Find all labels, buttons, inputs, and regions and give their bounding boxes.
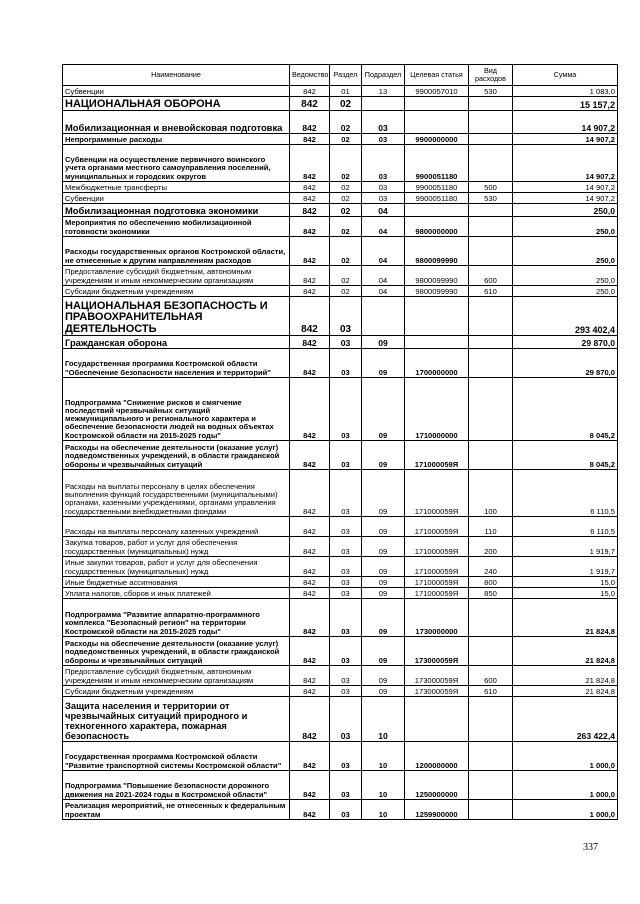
cell-vid — [469, 378, 513, 441]
cell-podrazdel: 13 — [362, 86, 405, 97]
cell-razdel: 02 — [330, 145, 362, 182]
cell-razdel: 03 — [330, 557, 362, 577]
cell-vedomstvo: 842 — [290, 134, 330, 145]
cell-razdel: 02 — [330, 182, 362, 193]
cell-razdel: 03 — [330, 577, 362, 588]
cell-razdel: 03 — [330, 378, 362, 441]
cell-podrazdel: 09 — [362, 537, 405, 557]
cell-vedomstvo: 842 — [290, 237, 330, 266]
cell-podrazdel: 09 — [362, 557, 405, 577]
cell-name: Защита населения и территории от чрезвычайных ситуаций природного и техногенного характера, пожарная безопасность — [63, 697, 290, 742]
cell-vedomstvo: 842 — [290, 86, 330, 97]
table-row — [63, 742, 618, 771]
cell-vid — [469, 134, 513, 145]
cell-summa: 1 919,7 — [513, 537, 618, 557]
cell-vid: 200 — [469, 537, 513, 557]
cell-vid: 800 — [469, 577, 513, 588]
cell-vedomstvo: 842 — [290, 577, 330, 588]
cell-razdel: 03 — [330, 771, 362, 800]
cell-vid — [469, 111, 513, 134]
cell-name: Расходы на обеспечение деятельности (оказание услуг) подведомственных учреждений, в области гражданской обороны и чрезвычайных ситуаций — [63, 441, 290, 470]
cell-name: Субвенции — [63, 193, 290, 204]
cell-vid: 500 — [469, 182, 513, 193]
table-row — [63, 204, 618, 217]
cell-razdel: 03 — [330, 297, 362, 336]
cell-vid: 600 — [469, 666, 513, 686]
cell-celevaya: 9900051180 — [405, 145, 469, 182]
cell-name: НАЦИОНАЛЬНАЯ БЕЗОПАСНОСТЬ И ПРАВООХРАНИТЕЛЬНАЯ ДЕЯТЕЛЬНОСТЬ — [63, 297, 290, 336]
cell-name: Мобилизационная подготовка экономики — [63, 204, 290, 217]
cell-razdel: 02 — [330, 193, 362, 204]
cell-razdel: 03 — [330, 599, 362, 637]
cell-razdel: 03 — [330, 349, 362, 378]
cell-celevaya: 1200000000 — [405, 742, 469, 771]
cell-summa: 14 907,2 — [513, 193, 618, 204]
cell-summa: 29 870,0 — [513, 336, 618, 349]
cell-name: Иные закупки товаров, работ и услуг для обеспечения государственных (муниципальных) нужд — [63, 557, 290, 577]
cell-razdel: 02 — [330, 111, 362, 134]
table-row — [63, 111, 618, 134]
cell-name: Предоставление субсидий бюджетным, автономным учреждениям и иным некоммерческим организациям — [63, 666, 290, 686]
cell-podrazdel: 04 — [362, 217, 405, 237]
cell-vedomstvo: 842 — [290, 97, 330, 111]
cell-vid: 610 — [469, 686, 513, 697]
cell-vid: 240 — [469, 557, 513, 577]
table-row — [63, 470, 618, 517]
cell-summa: 8 045,2 — [513, 378, 618, 441]
cell-razdel: 03 — [330, 470, 362, 517]
cell-podrazdel: 10 — [362, 742, 405, 771]
table-row — [63, 599, 618, 637]
table-row — [63, 266, 618, 286]
cell-podrazdel: 09 — [362, 336, 405, 349]
table-row — [63, 588, 618, 599]
cell-summa: 14 907,2 — [513, 145, 618, 182]
cell-name: Субвенции — [63, 86, 290, 97]
cell-name: Подпрограмма "Повышение безопасности дорожного движения на 2021-2024 годы в Костромской области" — [63, 771, 290, 800]
cell-celevaya — [405, 336, 469, 349]
cell-summa: 21 824,8 — [513, 637, 618, 666]
cell-summa: 21 824,8 — [513, 666, 618, 686]
table-row — [63, 134, 618, 145]
header-vedomstvo: Ведомство — [290, 65, 330, 86]
table-row — [63, 237, 618, 266]
cell-podrazdel: 04 — [362, 204, 405, 217]
cell-vedomstvo: 842 — [290, 599, 330, 637]
cell-razdel: 02 — [330, 286, 362, 297]
cell-vid: 110 — [469, 517, 513, 537]
cell-name: Иные бюджетные ассигнования — [63, 577, 290, 588]
cell-vid — [469, 204, 513, 217]
cell-summa: 21 824,8 — [513, 599, 618, 637]
cell-celevaya: 9800099990 — [405, 237, 469, 266]
cell-celevaya: 173000059Я — [405, 666, 469, 686]
cell-name: Гражданская оборона — [63, 336, 290, 349]
cell-razdel: 03 — [330, 336, 362, 349]
cell-vedomstvo: 842 — [290, 537, 330, 557]
cell-vedomstvo: 842 — [290, 182, 330, 193]
cell-celevaya: 171000059Я — [405, 557, 469, 577]
cell-podrazdel: 03 — [362, 182, 405, 193]
cell-vedomstvo: 842 — [290, 441, 330, 470]
cell-razdel: 03 — [330, 517, 362, 537]
cell-podrazdel: 04 — [362, 286, 405, 297]
cell-celevaya: 1259900000 — [405, 800, 469, 820]
cell-vid — [469, 441, 513, 470]
cell-vid — [469, 800, 513, 820]
cell-podrazdel: 09 — [362, 577, 405, 588]
table-row — [63, 182, 618, 193]
cell-celevaya: 1730000000 — [405, 599, 469, 637]
cell-celevaya — [405, 111, 469, 134]
cell-celevaya — [405, 297, 469, 336]
cell-name: Мобилизационная и вневойсковая подготовка — [63, 111, 290, 134]
cell-summa: 14 907,2 — [513, 134, 618, 145]
cell-name: Субвенции на осуществление первичного воинского учета органами местного самоуправления поселений, муниципальных и городских округов — [63, 145, 290, 182]
cell-razdel: 01 — [330, 86, 362, 97]
cell-vedomstvo: 842 — [290, 378, 330, 441]
header-podrazdel: Подраздел — [362, 65, 405, 86]
cell-podrazdel: 09 — [362, 441, 405, 470]
table-row — [63, 297, 618, 336]
cell-name: Закупка товаров, работ и услуг для обеспечения государственных (муниципальных) нужд — [63, 537, 290, 557]
cell-podrazdel: 04 — [362, 266, 405, 286]
cell-vid — [469, 697, 513, 742]
cell-podrazdel: 10 — [362, 697, 405, 742]
cell-vedomstvo: 842 — [290, 204, 330, 217]
cell-vedomstvo: 842 — [290, 557, 330, 577]
table-row — [63, 217, 618, 237]
cell-podrazdel: 09 — [362, 349, 405, 378]
cell-summa: 29 870,0 — [513, 349, 618, 378]
cell-celevaya — [405, 204, 469, 217]
table-row — [63, 97, 618, 111]
table-header-row — [63, 65, 618, 86]
cell-vedomstvo: 842 — [290, 336, 330, 349]
cell-celevaya: 171000059Я — [405, 537, 469, 557]
cell-name: Подпрограмма "Развитие аппаратно-программного комплекса "Безопасный регион" на территории Костромской области на 2015-2025 годы" — [63, 599, 290, 637]
table-row — [63, 577, 618, 588]
cell-vedomstvo: 842 — [290, 470, 330, 517]
cell-razdel: 02 — [330, 237, 362, 266]
cell-razdel: 03 — [330, 441, 362, 470]
cell-razdel: 02 — [330, 217, 362, 237]
cell-celevaya: 1250000000 — [405, 771, 469, 800]
table-row — [63, 637, 618, 666]
cell-summa: 1 083,0 — [513, 86, 618, 97]
cell-podrazdel: 10 — [362, 800, 405, 820]
cell-summa: 250,0 — [513, 266, 618, 286]
cell-celevaya — [405, 97, 469, 111]
cell-vedomstvo: 842 — [290, 217, 330, 237]
cell-summa: 6 110,5 — [513, 470, 618, 517]
cell-podrazdel: 03 — [362, 111, 405, 134]
cell-name: Государственная программа Костромской области "Развитие транспортной системы Костромской области" — [63, 742, 290, 771]
cell-summa: 263 422,4 — [513, 697, 618, 742]
cell-podrazdel: 09 — [362, 378, 405, 441]
table-row — [63, 336, 618, 349]
cell-celevaya — [405, 697, 469, 742]
cell-name: Государственная программа Костромской области "Обеспечение безопасности населения и территорий" — [63, 349, 290, 378]
cell-podrazdel: 09 — [362, 666, 405, 686]
cell-vid: 600 — [469, 266, 513, 286]
cell-vedomstvo: 842 — [290, 800, 330, 820]
cell-vedomstvo: 842 — [290, 697, 330, 742]
cell-vedomstvo: 842 — [290, 517, 330, 537]
cell-vid — [469, 297, 513, 336]
cell-summa: 14 907,2 — [513, 182, 618, 193]
cell-name: НАЦИОНАЛЬНАЯ ОБОРОНА — [63, 97, 290, 111]
cell-summa: 6 110,5 — [513, 517, 618, 537]
cell-vedomstvo: 842 — [290, 297, 330, 336]
header-razdel: Раздел — [330, 65, 362, 86]
cell-celevaya: 171000059Я — [405, 470, 469, 517]
table-row — [63, 441, 618, 470]
cell-celevaya: 9900051180 — [405, 182, 469, 193]
cell-celevaya: 9900057010 — [405, 86, 469, 97]
budget-document — [62, 64, 617, 820]
cell-vedomstvo: 842 — [290, 111, 330, 134]
cell-celevaya: 173000059Я — [405, 686, 469, 697]
cell-razdel: 02 — [330, 97, 362, 111]
cell-vid — [469, 771, 513, 800]
cell-name: Предоставление субсидий бюджетным, автономным учреждениям и иным некоммерческим организациям — [63, 266, 290, 286]
table-body — [63, 86, 618, 820]
cell-celevaya: 9800099990 — [405, 286, 469, 297]
cell-celevaya: 9900000000 — [405, 134, 469, 145]
cell-vedomstvo: 842 — [290, 266, 330, 286]
table-row — [63, 666, 618, 686]
cell-vedomstvo: 842 — [290, 286, 330, 297]
cell-vedomstvo: 842 — [290, 193, 330, 204]
cell-name: Расходы на выплаты персоналу в целях обеспечения выполнения функций государственными (муниципальными) органами, казенными учреждениями, органами управления государственными внебюджетными фондами — [63, 470, 290, 517]
header-summa: Сумма — [513, 65, 618, 86]
cell-razdel: 03 — [330, 666, 362, 686]
cell-name: Подпрограмма "Снижение рисков и смягчение последствий чрезвычайных ситуаций межмуниципального и регионального характера и обеспечение безопасности людей на водных объектах Костромской области на 2015-2025 годы" — [63, 378, 290, 441]
cell-podrazdel: 09 — [362, 637, 405, 666]
cell-vid: 610 — [469, 286, 513, 297]
cell-razdel: 02 — [330, 266, 362, 286]
cell-vid — [469, 145, 513, 182]
header-celevaya: Целевая статья — [405, 65, 469, 86]
cell-celevaya: 173000059Я — [405, 637, 469, 666]
cell-name: Субсидии бюджетным учреждениям — [63, 686, 290, 697]
table-row — [63, 771, 618, 800]
cell-vedomstvo: 842 — [290, 349, 330, 378]
cell-vedomstvo: 842 — [290, 145, 330, 182]
cell-vedomstvo: 842 — [290, 637, 330, 666]
page-number: 337 — [583, 842, 598, 853]
cell-vid: 530 — [469, 193, 513, 204]
cell-summa: 15,0 — [513, 588, 618, 599]
cell-summa: 15,0 — [513, 577, 618, 588]
cell-summa: 1 000,0 — [513, 771, 618, 800]
table-row — [63, 145, 618, 182]
cell-vid — [469, 349, 513, 378]
cell-razdel: 03 — [330, 537, 362, 557]
cell-podrazdel: 09 — [362, 686, 405, 697]
cell-summa: 1 000,0 — [513, 742, 618, 771]
cell-summa: 14 907,2 — [513, 111, 618, 134]
cell-vid — [469, 336, 513, 349]
cell-celevaya: 171000059Я — [405, 588, 469, 599]
cell-vid: 530 — [469, 86, 513, 97]
table-row — [63, 286, 618, 297]
cell-summa: 250,0 — [513, 286, 618, 297]
cell-vedomstvo: 842 — [290, 742, 330, 771]
cell-podrazdel: 09 — [362, 588, 405, 599]
cell-razdel: 03 — [330, 637, 362, 666]
table-row — [63, 557, 618, 577]
header-vid: Вид расходов — [469, 65, 513, 86]
cell-vid — [469, 217, 513, 237]
cell-celevaya: 1710000000 — [405, 378, 469, 441]
cell-vedomstvo: 842 — [290, 588, 330, 599]
table-row — [63, 697, 618, 742]
cell-summa: 1 919,7 — [513, 557, 618, 577]
cell-name: Субсидии бюджетным учреждениям — [63, 286, 290, 297]
cell-podrazdel: 04 — [362, 237, 405, 266]
cell-name: Мероприятия по обеспечению мобилизационной готовности экономики — [63, 217, 290, 237]
table-row — [63, 86, 618, 97]
cell-summa: 8 045,2 — [513, 441, 618, 470]
cell-vid — [469, 742, 513, 771]
cell-vid: 850 — [469, 588, 513, 599]
cell-podrazdel: 09 — [362, 517, 405, 537]
table-row — [63, 537, 618, 557]
cell-name: Реализация мероприятий, не отнесенных к федеральным проектам — [63, 800, 290, 820]
cell-vid — [469, 97, 513, 111]
cell-vid — [469, 637, 513, 666]
cell-summa: 250,0 — [513, 217, 618, 237]
cell-summa: 250,0 — [513, 237, 618, 266]
cell-summa: 15 157,2 — [513, 97, 618, 111]
cell-celevaya: 171000059Я — [405, 577, 469, 588]
cell-vid — [469, 599, 513, 637]
cell-razdel: 03 — [330, 697, 362, 742]
table-row — [63, 349, 618, 378]
cell-name: Расходы на выплаты персоналу казенных учреждений — [63, 517, 290, 537]
table-row — [63, 517, 618, 537]
cell-razdel: 03 — [330, 686, 362, 697]
table-row — [63, 686, 618, 697]
table-row — [63, 193, 618, 204]
cell-name: Уплата налогов, сборов и иных платежей — [63, 588, 290, 599]
cell-podrazdel: 03 — [362, 145, 405, 182]
cell-razdel: 02 — [330, 204, 362, 217]
cell-vedomstvo: 842 — [290, 686, 330, 697]
cell-name: Расходы на обеспечение деятельности (оказание услуг) подведомственных учреждений, в области гражданской обороны и чрезвычайных ситуаций — [63, 637, 290, 666]
cell-celevaya: 9800000000 — [405, 217, 469, 237]
cell-podrazdel: 03 — [362, 134, 405, 145]
cell-vedomstvo: 842 — [290, 666, 330, 686]
cell-razdel: 02 — [330, 134, 362, 145]
cell-podrazdel — [362, 297, 405, 336]
cell-razdel: 03 — [330, 742, 362, 771]
cell-celevaya: 9900051180 — [405, 193, 469, 204]
cell-name: Межбюджетные трансферты — [63, 182, 290, 193]
cell-celevaya: 1700000000 — [405, 349, 469, 378]
cell-podrazdel — [362, 97, 405, 111]
cell-vid — [469, 237, 513, 266]
cell-vedomstvo: 842 — [290, 771, 330, 800]
cell-podrazdel: 10 — [362, 771, 405, 800]
cell-celevaya: 171000059Я — [405, 517, 469, 537]
cell-razdel: 03 — [330, 800, 362, 820]
cell-celevaya: 171000059Я — [405, 441, 469, 470]
budget-table — [62, 64, 618, 820]
cell-podrazdel: 09 — [362, 470, 405, 517]
cell-summa: 250,0 — [513, 204, 618, 217]
table-row — [63, 800, 618, 820]
cell-razdel: 03 — [330, 588, 362, 599]
cell-name: Непрограммные расходы — [63, 134, 290, 145]
header-name: Наименование — [63, 65, 290, 86]
cell-celevaya: 9800099990 — [405, 266, 469, 286]
table-row — [63, 378, 618, 441]
cell-podrazdel: 09 — [362, 599, 405, 637]
cell-name: Расходы государственных органов Костромской области, не отнесенные к другим направлениям расходов — [63, 237, 290, 266]
cell-summa: 21 824,8 — [513, 686, 618, 697]
cell-podrazdel: 03 — [362, 193, 405, 204]
cell-summa: 293 402,4 — [513, 297, 618, 336]
cell-vid: 100 — [469, 470, 513, 517]
cell-summa: 1 000,0 — [513, 800, 618, 820]
